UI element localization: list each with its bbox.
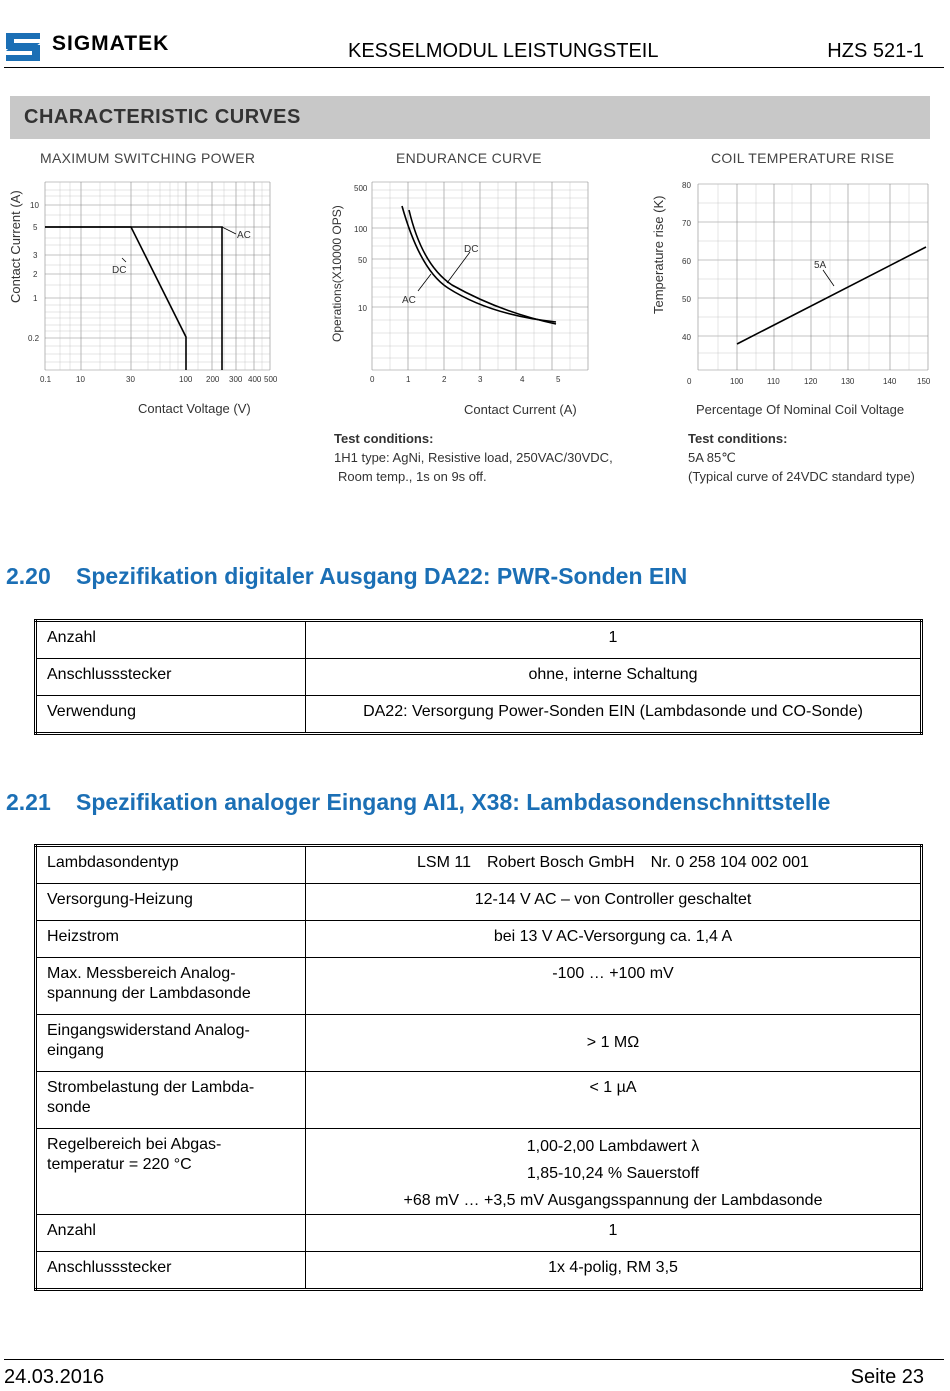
table-row <box>36 1252 922 1290</box>
x-tick: 30 <box>126 375 135 384</box>
section-number: 2.20 <box>6 563 51 589</box>
document-code: HZS 521-1 <box>827 40 924 62</box>
table-row <box>36 958 922 1015</box>
oxygen-range: 1,85-10,24 % Sauerstoff <box>526 1165 700 1182</box>
x-tick: 140 <box>883 377 897 386</box>
table-row <box>36 846 922 884</box>
table-row <box>36 921 922 958</box>
conditions-line: 5A 85℃ <box>688 450 736 465</box>
row-value: 1 <box>306 621 922 659</box>
document-title: KESSELMODUL LEISTUNGSTEIL <box>348 40 659 62</box>
table-row <box>36 884 922 921</box>
ac-label: AC <box>237 230 251 241</box>
page-number: Seite 23 <box>850 1366 924 1388</box>
x-tick: 400 <box>248 375 262 384</box>
conditions-line: Room temp., 1s on 9s off. <box>338 469 487 484</box>
dc-label: DC <box>464 244 479 255</box>
chart-title-coil-temp: COIL TEMPERATURE RISE <box>711 150 895 166</box>
y-tick: 70 <box>682 219 691 228</box>
temp-rise-line <box>737 247 926 344</box>
logo-text: SIGMATEK <box>52 32 170 55</box>
row-label: Anschlussstecker <box>36 1252 306 1290</box>
sigmatek-logo-icon <box>6 33 46 66</box>
ac-label: AC <box>402 295 416 306</box>
chart-title-endurance: ENDURANCE CURVE <box>396 150 542 166</box>
y-tick: 10 <box>358 304 367 313</box>
5a-label: 5A <box>814 260 827 271</box>
x-tick: 2 <box>442 375 447 384</box>
table-row <box>36 621 922 659</box>
x-tick: 0.1 <box>40 375 52 384</box>
x-tick: 4 <box>520 375 525 384</box>
voltage-range: +68 mV … +3,5 mV Ausgangsspannung der Lambdasonde <box>403 1192 823 1209</box>
row-value: 1x 4-polig, RM 3,5 <box>306 1252 922 1290</box>
y-tick: 0.2 <box>28 334 40 343</box>
ac-limit-line <box>45 227 222 370</box>
x-tick: 300 <box>229 375 243 384</box>
conditions-line: (Typical curve of 24VDC standard type) <box>688 469 915 484</box>
section-heading-2-21 <box>6 789 830 816</box>
y-axis-label: Temperature rise (K) <box>651 195 666 314</box>
row-label: Anzahl <box>36 1215 306 1252</box>
row-value: < 1 µA <box>306 1072 922 1129</box>
endurance-test-conditions <box>334 429 613 486</box>
coil-temp-chart <box>640 170 940 420</box>
x-axis-label: Contact Current (A) <box>464 402 577 417</box>
y-tick: 40 <box>682 333 691 342</box>
x-tick: 0 <box>370 375 375 384</box>
row-label: Anzahl <box>36 621 306 659</box>
y-tick: 50 <box>682 295 691 304</box>
row-value: DA22: Versorgung Power-Sonden EIN (Lambdasonde und CO-Sonde) <box>306 696 922 734</box>
section-title: Spezifikation analoger Eingang AI1, X38: Lambdasondenschnittstelle <box>76 789 831 815</box>
spec-table-ai1 <box>34 844 923 1291</box>
y-tick: 60 <box>682 257 691 266</box>
row-label: Regelbereich bei Abgas-temperatur = 220 °C <box>36 1129 306 1215</box>
endurance-chart <box>320 170 620 420</box>
y-tick: 100 <box>354 225 368 234</box>
row-value: 1 <box>306 1215 922 1252</box>
coil-test-conditions <box>688 429 915 486</box>
x-tick: 100 <box>179 375 193 384</box>
y-tick: 80 <box>682 181 691 190</box>
conditions-title: Test conditions: <box>334 431 434 446</box>
row-label: Versorgung-Heizung <box>36 884 306 921</box>
ac-endurance-curve <box>402 206 556 322</box>
row-label: Lambdasondentyp <box>36 846 306 884</box>
footer-date: 24.03.2016 <box>4 1366 105 1388</box>
row-value: ohne, interne Schaltung <box>306 659 922 696</box>
max-switching-chart <box>0 170 300 420</box>
spec-table-da22 <box>34 619 923 735</box>
header-divider <box>4 67 944 68</box>
row-value: 12-14 V AC – von Controller geschaltet <box>306 884 922 921</box>
row-label: Verwendung <box>36 696 306 734</box>
y-tick: 10 <box>30 201 39 210</box>
row-value: -100 … +100 mV <box>306 958 922 1015</box>
row-label: Strombelastung der Lambda-sonde <box>36 1072 306 1129</box>
curves-heading: CHARACTERISTIC CURVES <box>24 106 301 128</box>
table-row <box>36 1072 922 1129</box>
footer-divider <box>4 1359 944 1360</box>
x-axis-label: Percentage Of Nominal Coil Voltage <box>696 402 905 417</box>
row-value: > 1 MΩ <box>306 1015 922 1072</box>
x-tick: 500 <box>264 375 278 384</box>
x-tick: 130 <box>841 377 855 386</box>
section-title: Spezifikation digitaler Ausgang DA22: PWR-Sonden EIN <box>76 563 688 589</box>
conditions-line: 1H1 type: AgNi, Resistive load, 250VAC/30VDC, <box>334 450 613 465</box>
x-tick: 3 <box>478 375 483 384</box>
chart-title-max-switching: MAXIMUM SWITCHING POWER <box>40 150 256 166</box>
x-tick: 110 <box>767 377 780 386</box>
dc-label: DC <box>112 265 127 276</box>
row-label: Anschlussstecker <box>36 659 306 696</box>
table-row <box>36 1015 922 1072</box>
table-row <box>36 1129 922 1215</box>
x-tick: 100 <box>730 377 744 386</box>
row-label: Heizstrom <box>36 921 306 958</box>
row-value-multiline <box>306 1129 922 1215</box>
section-heading-2-20 <box>6 563 687 590</box>
section-number: 2.21 <box>6 789 51 815</box>
y-tick: 50 <box>358 256 367 265</box>
row-label: Max. Messbereich Analog-spannung der Lambdasonde <box>36 958 306 1015</box>
x-tick: 150 <box>917 377 931 386</box>
row-label: Eingangswiderstand Analog-eingang <box>36 1015 306 1072</box>
y-tick: 1 <box>33 294 38 303</box>
y-tick: 3 <box>33 251 38 260</box>
table-row <box>36 696 922 734</box>
x-tick: 200 <box>206 375 220 384</box>
x-axis-label: Contact Voltage (V) <box>138 401 251 416</box>
table-row <box>36 1215 922 1252</box>
y-tick: 5 <box>33 223 38 232</box>
y-tick: 500 <box>354 184 368 193</box>
y-axis-label: Operations(X10000 OPS) <box>330 205 344 342</box>
row-value: bei 13 V AC-Versorgung ca. 1,4 A <box>306 921 922 958</box>
y-axis-label: Contact Current (A) <box>8 190 23 303</box>
x-tick: 1 <box>406 375 411 384</box>
y-tick: 2 <box>33 270 38 279</box>
table-row <box>36 659 922 696</box>
x-tick: 0 <box>687 377 692 386</box>
lambda-range: 1,00-2,00 Lambdawert λ <box>526 1138 700 1155</box>
conditions-title: Test conditions: <box>688 431 788 446</box>
row-value: LSM 11 Robert Bosch GmbH Nr. 0 258 104 002 001 <box>306 846 922 884</box>
x-tick: 120 <box>804 377 818 386</box>
dc-limit-line <box>45 227 186 370</box>
x-tick: 5 <box>556 375 561 384</box>
x-tick: 10 <box>76 375 85 384</box>
